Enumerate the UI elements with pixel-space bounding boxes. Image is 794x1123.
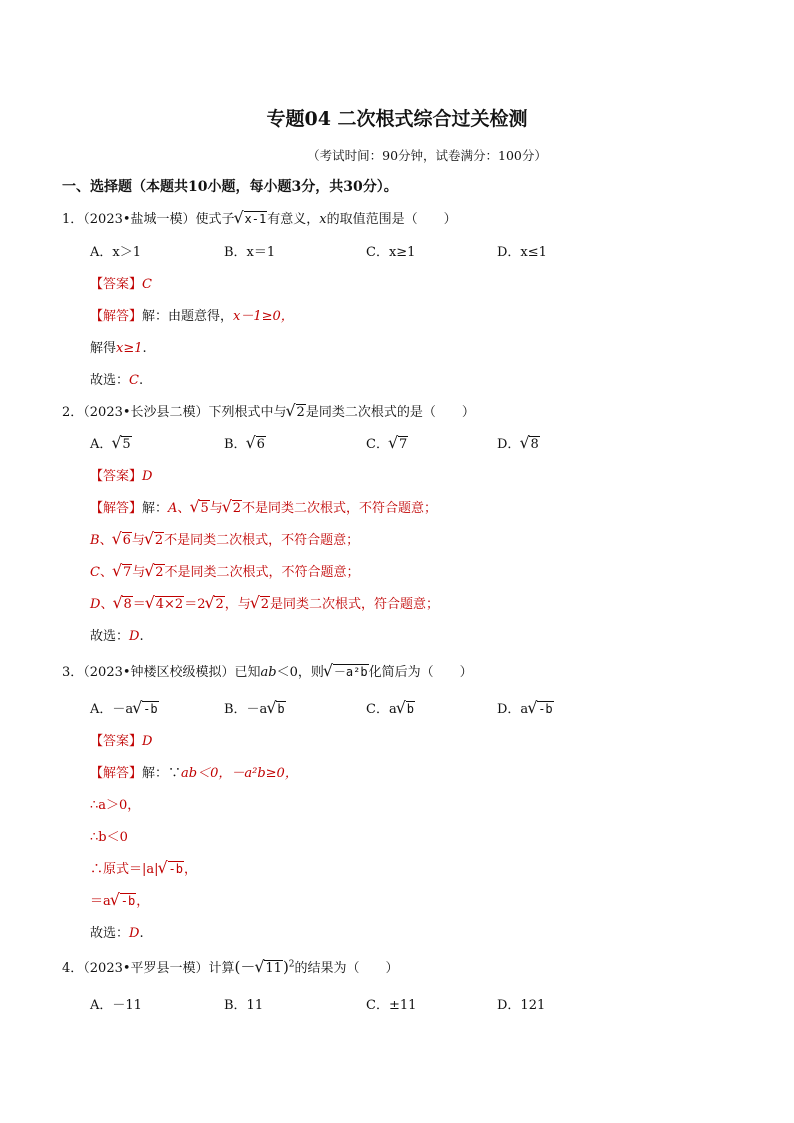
q3-solution-line-2: ∴a＞0，	[90, 798, 141, 813]
q2-solution-line-c: C、√ 7与√ 2不是同类二次根式，不符合题意；	[90, 561, 360, 580]
question-2-stem: 2．（2023•长沙县二模）下列根式中与√ 2是同类二次根式的是（ ）	[62, 401, 475, 420]
exam-subtitle: （考试时间：90分钟，试卷满分：100分）	[307, 148, 547, 163]
q1-option-c[interactable]: C．x≥1	[366, 245, 416, 260]
q1-option-a[interactable]: A．x＞1	[90, 245, 141, 260]
page-title: 专题04 二次根式综合过关检测	[266, 108, 528, 130]
question-4-stem: 4．（2023•平罗县一模）计算(－√ 11)$^2$的结果为（ ）	[62, 956, 399, 977]
q2-solution-line-a: 【解答】解：A、√ 5与√ 2不是同类二次根式，不符合题意；	[90, 497, 437, 516]
radical: √ 2	[287, 404, 306, 420]
question-1-stem: 1．（2023•盐城一模）使式子√ x-1有意义，x的取值范围是（ ）	[62, 208, 457, 227]
q4-option-d[interactable]: D．121	[497, 998, 546, 1013]
q3-option-a[interactable]: A．－a√ -b	[90, 698, 159, 717]
q3-solution-end: 故选：D.	[90, 926, 144, 941]
q1-option-b[interactable]: B．x＝1	[224, 245, 276, 260]
q2-option-b[interactable]: B．√ 6	[224, 433, 266, 452]
section-heading: 一、选择题（本题共10小题，每小题3分，共30分）。	[62, 179, 398, 195]
q2-solution-line-b: B、√ 6与√ 2不是同类二次根式，不符合题意；	[90, 529, 359, 548]
q1-solution-line-2: 解得x≥1.	[90, 341, 147, 356]
q2-solution-end: 故选：D.	[90, 629, 144, 644]
q3-option-c[interactable]: C．a√ b	[366, 698, 415, 717]
q2-solution-line-d: D、√ 8＝√ 4×2＝2√ 2，与√ 2是同类二次根式，符合题意；	[90, 593, 439, 612]
q1-answer: 【答案】C	[90, 277, 152, 292]
q3-solution-line-4: ∴原式＝|a|√ -b，	[90, 858, 197, 877]
question-3-stem: 3．（2023•钟楼区校级模拟）已知ab＜0，则√ －a²b化简后为（ ）	[62, 661, 473, 680]
q2-option-c[interactable]: C．√ 7	[366, 433, 408, 452]
q1-option-d[interactable]: D．x≤1	[497, 245, 547, 260]
q3-option-b[interactable]: B．－a√ b	[224, 698, 286, 717]
q4-option-c[interactable]: C．±11	[366, 998, 417, 1013]
q3-solution-line-3: ∴b＜0	[90, 830, 128, 845]
q1-solution-line-3: 故选：C.	[90, 373, 144, 388]
q2-option-a[interactable]: A．√ 5	[90, 433, 132, 452]
q1-solution-line-1: 【解答】解：由题意得，x－1≥0，	[90, 309, 294, 324]
q4-option-a[interactable]: A．－11	[90, 998, 142, 1013]
q4-option-b[interactable]: B．11	[224, 998, 264, 1013]
q2-option-d[interactable]: D．√ 8	[497, 433, 540, 452]
radical: √ x-1	[235, 211, 268, 227]
q3-option-d[interactable]: D．a√ -b	[497, 698, 554, 717]
q3-solution-line-1: 【解答】解：∵ab＜0，－a²b≥0，	[90, 766, 298, 781]
q3-solution-line-5: ＝a√ -b，	[90, 890, 149, 909]
q3-answer: 【答案】D	[90, 734, 153, 749]
q2-answer: 【答案】D	[90, 469, 153, 484]
